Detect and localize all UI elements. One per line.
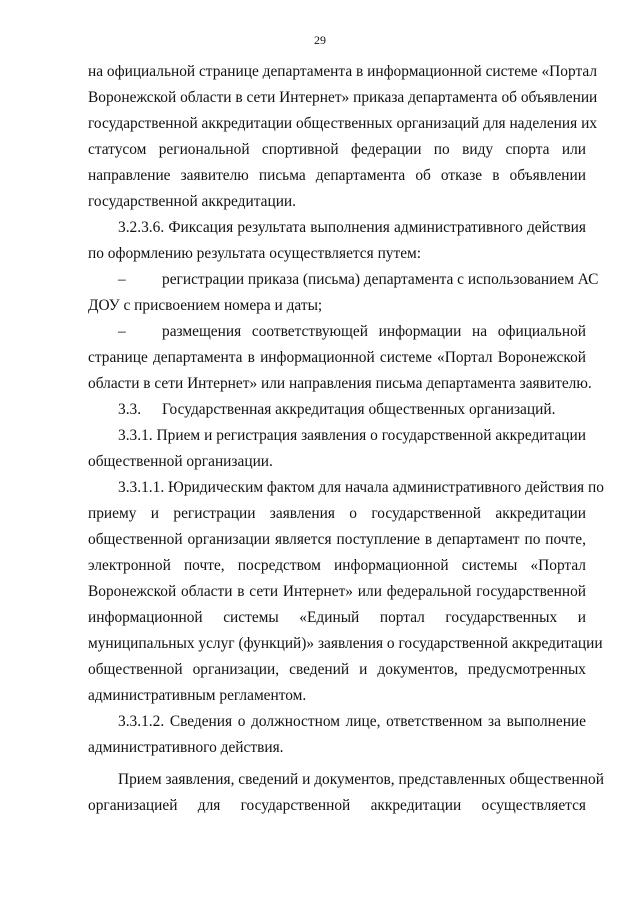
- text-line: Воронежской области в сети Интернет» или федеральной государственной: [88, 583, 586, 600]
- text-line: общественной организации, сведений и документов, предусмотренных: [88, 661, 586, 678]
- list-dash: –: [118, 271, 126, 288]
- text-line: направление заявителю письма департамента об отказе в объявлении: [88, 167, 586, 184]
- text-line: организацией для государственной аккредитации осуществляется: [88, 797, 586, 814]
- text-line: электронной почте, посредством информационной системы «Портал: [88, 557, 586, 574]
- page-number: 29: [314, 33, 326, 47]
- text-line: странице департамента в информационной системе «Портал Воронежской: [88, 349, 586, 366]
- text-line: области в сети Интернет» или направления письма департамента заявителю.: [88, 375, 592, 392]
- text-line: информационной системы «Единый портал государственных и: [88, 609, 586, 626]
- text-line: общественной организации.: [88, 453, 273, 470]
- text-line: административного действия.: [88, 739, 284, 756]
- text-line: на официальной странице департамента в информационной системе «Портал: [88, 63, 598, 80]
- text-line: 3.3.1. Прием и регистрация заявления о государственной аккредитации: [118, 427, 586, 444]
- text-line: ДОУ с присвоением номера и даты;: [88, 297, 323, 314]
- text-line: общественной организации является поступление в департамент по почте,: [88, 531, 586, 548]
- text-line: Воронежской области в сети Интернет» приказа департамента об объявлении: [88, 89, 598, 106]
- text-line: муниципальных услуг (функций)» заявления о государственной аккредитации: [88, 635, 603, 652]
- text-line: размещения соответствующей информации на официальной: [162, 323, 586, 340]
- text-line: административным регламентом.: [88, 687, 307, 704]
- text-line: 3.3.1.2. Сведения о должностном лице, ответственном за выполнение: [118, 713, 586, 730]
- text-line: регистрации приказа (письма) департамента с использованием АС: [162, 271, 599, 288]
- list-dash: –: [118, 323, 126, 340]
- text-line: 3.2.3.6. Фиксация результата выполнения административного действия: [118, 219, 586, 236]
- text-line: государственной аккредитации.: [88, 193, 297, 210]
- text-line: 3.3.1.1. Юридическим фактом для начала административного действия по: [118, 479, 604, 496]
- section-title: Государственная аккредитация общественных организаций.: [162, 401, 556, 418]
- text-line: государственной аккредитации общественных организаций для наделения их: [88, 115, 598, 132]
- text-line: по оформлению результата осуществляется путем:: [88, 245, 422, 262]
- text-line: статусом региональной спортивной федерации по виду спорта или: [88, 141, 586, 158]
- section-number: 3.3.: [118, 401, 142, 418]
- text-line: приему и регистрации заявления о государственной аккредитации: [88, 505, 586, 522]
- text-line: Прием заявления, сведений и документов, представленных общественной: [118, 771, 604, 788]
